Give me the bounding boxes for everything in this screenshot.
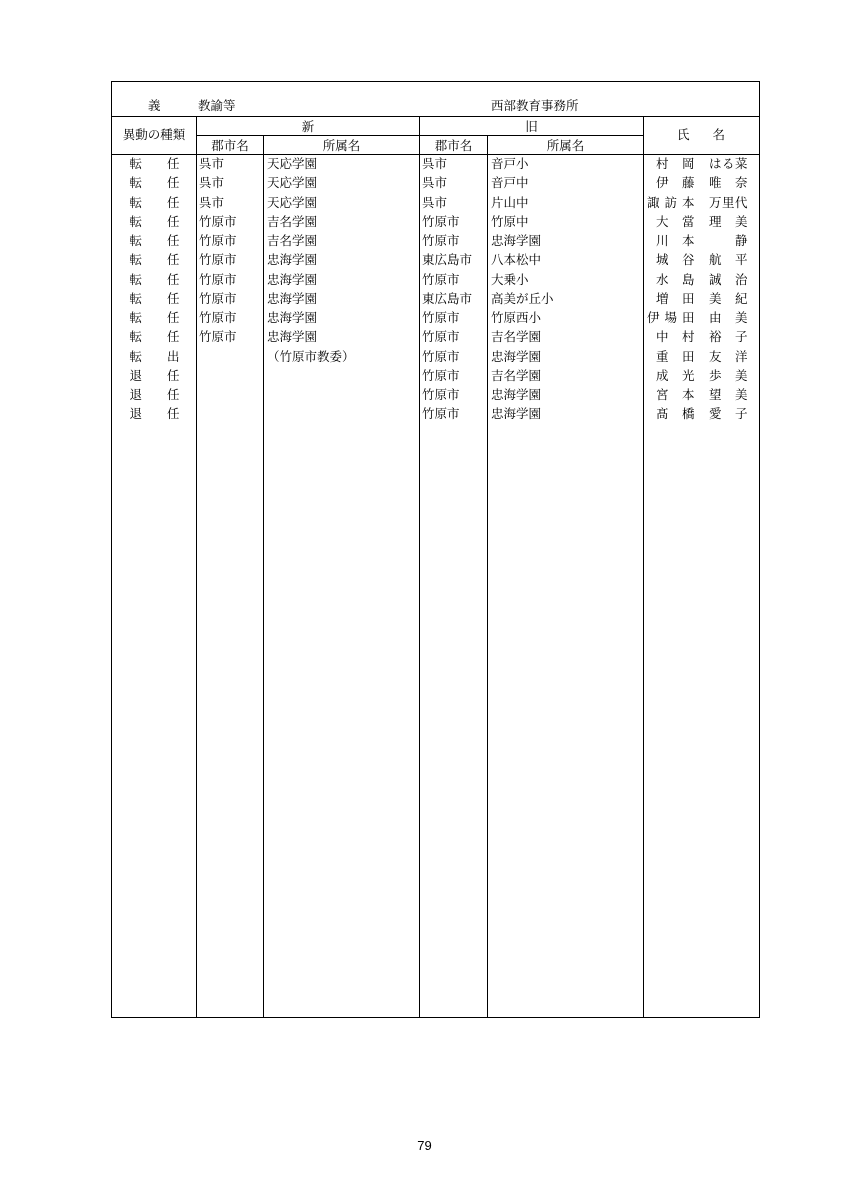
old-school: 竹原中 — [491, 213, 529, 229]
transfer-type-cell — [112, 385, 196, 404]
given-name — [709, 212, 748, 231]
transfer-type-cell — [112, 193, 196, 212]
glyph: 訪 — [664, 194, 677, 210]
given-name — [709, 173, 748, 192]
new-city-cell — [196, 250, 263, 269]
old-school-cell — [487, 173, 643, 192]
old-school-cell — [487, 193, 643, 212]
old-city-cell — [419, 347, 487, 366]
column-header-school-old — [488, 135, 643, 154]
table-row — [112, 327, 759, 346]
glyph: 奈 — [734, 175, 748, 191]
transfer-type-cell — [112, 366, 196, 385]
transfer-type — [130, 173, 180, 192]
transfer-type — [130, 154, 180, 173]
glyph: 大 — [656, 213, 669, 229]
table-row — [112, 308, 759, 327]
old-city-cell — [419, 212, 487, 231]
new-city-cell — [196, 231, 263, 250]
glyph: は — [709, 156, 722, 171]
old-city: 竹原市 — [422, 271, 460, 287]
column-header-school-old-label: 所属名 — [546, 137, 585, 153]
surname — [656, 212, 695, 231]
transfer-type — [130, 270, 180, 289]
glyph: 美 — [734, 387, 748, 402]
old-city-cell — [419, 250, 487, 269]
glyph: 任 — [166, 290, 180, 306]
name-cell — [643, 327, 759, 346]
name-cell — [643, 231, 759, 250]
glyph: 治 — [734, 271, 748, 287]
transfer-type-cell — [112, 404, 196, 423]
column-header-transfer-type-label: 異動の種類 — [122, 126, 186, 142]
table-row — [112, 193, 759, 212]
name-cell — [643, 250, 759, 269]
old-city: 竹原市 — [422, 233, 460, 248]
old-school: 忠海学園 — [491, 406, 542, 422]
old-city: 東広島市 — [422, 290, 473, 306]
name-cell — [643, 212, 759, 231]
given-name — [709, 366, 748, 385]
old-city-cell — [419, 289, 487, 308]
old-city: 竹原市 — [422, 348, 460, 364]
transfer-type-cell — [112, 231, 196, 250]
glyph: 里 — [721, 194, 735, 210]
old-school: 忠海学園 — [491, 387, 542, 402]
old-school: 八本松中 — [491, 252, 542, 268]
glyph: 任 — [166, 233, 180, 248]
transfer-type-cell — [112, 308, 196, 327]
column-header-school-new-label: 所属名 — [322, 137, 361, 153]
old-city: 竹原市 — [422, 310, 460, 325]
new-school: （竹原市教委） — [267, 348, 355, 364]
column-header-name-label — [677, 116, 725, 151]
new-city-cell — [196, 289, 263, 308]
glyph: 転 — [129, 213, 143, 229]
glyph: 転 — [129, 175, 143, 191]
old-city-cell — [419, 270, 487, 289]
old-school-cell — [487, 231, 643, 250]
new-city-cell — [196, 404, 263, 423]
page-number: 79 — [417, 1138, 432, 1153]
new-city-cell — [196, 212, 263, 231]
table-row — [112, 250, 759, 269]
glyph: 万 — [709, 194, 722, 210]
glyph: 唯 — [709, 175, 722, 191]
transfer-type — [130, 327, 180, 346]
glyph: 岡 — [681, 156, 695, 171]
old-city: 竹原市 — [422, 329, 460, 345]
new-city: 竹原市 — [199, 252, 237, 268]
new-city: 竹原市 — [199, 213, 237, 229]
transfer-type — [130, 366, 180, 385]
column-header-transfer-type — [112, 116, 196, 151]
transfer-type — [130, 385, 180, 404]
given-name — [709, 154, 748, 173]
old-city-cell — [419, 404, 487, 423]
surname — [647, 308, 695, 327]
old-school-cell — [487, 270, 643, 289]
new-city: 竹原市 — [199, 329, 237, 345]
new-school-cell — [263, 404, 419, 423]
old-school-cell — [487, 308, 643, 327]
new-city: 竹原市 — [199, 271, 237, 287]
glyph: 転 — [129, 329, 143, 345]
glyph: 任 — [166, 310, 180, 325]
old-school: 音戸中 — [491, 175, 529, 191]
glyph: 子 — [734, 329, 748, 345]
surname — [656, 270, 695, 289]
transfer-type — [130, 193, 180, 212]
transfer-type — [130, 347, 180, 366]
glyph: 水 — [656, 271, 669, 287]
column-group-new — [197, 116, 419, 135]
transfer-type — [130, 404, 180, 423]
given-name — [709, 231, 748, 250]
glyph: 洋 — [734, 348, 748, 364]
given-name — [709, 327, 748, 346]
name-cell — [643, 385, 759, 404]
glyph: 任 — [166, 213, 180, 229]
glyph: 愛 — [709, 406, 722, 422]
old-city: 竹原市 — [422, 387, 460, 402]
glyph: 航 — [709, 252, 722, 268]
glyph: 任 — [166, 156, 180, 171]
column-header-school-new — [264, 135, 419, 154]
new-school-cell — [263, 308, 419, 327]
old-school: 音戸小 — [491, 156, 529, 171]
new-city-cell — [196, 327, 263, 346]
glyph: 裕 — [709, 329, 722, 345]
glyph: 転 — [129, 290, 143, 306]
glyph: 伊 — [656, 175, 669, 191]
glyph: 任 — [166, 175, 180, 191]
given-name — [709, 308, 748, 327]
glyph: 転 — [129, 310, 143, 325]
transfer-type — [130, 231, 180, 250]
new-school: 天応学園 — [267, 156, 318, 171]
new-city-cell — [196, 270, 263, 289]
surname — [656, 154, 695, 173]
new-school-cell — [263, 270, 419, 289]
glyph: 転 — [129, 348, 143, 364]
glyph: 本 — [681, 194, 695, 210]
glyph: 増 — [656, 290, 669, 306]
column-group-old — [420, 116, 643, 135]
table-row — [112, 212, 759, 231]
header-office: 西部教育事務所 — [491, 98, 579, 113]
glyph: 田 — [681, 290, 695, 306]
glyph: 氏 — [677, 126, 690, 142]
glyph: 任 — [166, 387, 180, 402]
transfer-type — [130, 212, 180, 231]
transfer-type — [130, 250, 180, 269]
old-school: 吉名学園 — [491, 329, 542, 345]
new-school-cell — [263, 366, 419, 385]
new-city: 竹原市 — [199, 310, 237, 325]
name-cell — [643, 347, 759, 366]
transfer-type-cell — [112, 270, 196, 289]
new-school: 天応学園 — [267, 175, 318, 191]
header-category-prefix: 義 — [148, 98, 161, 113]
new-school: 忠海学園 — [267, 271, 318, 287]
glyph: 美 — [734, 213, 748, 229]
surname — [656, 231, 695, 250]
glyph: 美 — [709, 290, 722, 306]
transfer-type-cell — [112, 347, 196, 366]
glyph: 望 — [709, 387, 722, 402]
new-school: 忠海学園 — [267, 290, 318, 306]
old-school: 竹原西小 — [491, 310, 542, 325]
old-school-cell — [487, 250, 643, 269]
old-city: 竹原市 — [422, 406, 460, 422]
given-name — [709, 193, 748, 212]
old-school-cell — [487, 154, 643, 173]
column-header-city-old — [420, 135, 487, 154]
old-school-cell — [487, 289, 643, 308]
glyph: 村 — [681, 329, 695, 345]
glyph: 転 — [129, 271, 143, 287]
surname — [656, 289, 695, 308]
glyph: 転 — [129, 156, 143, 171]
glyph: 任 — [166, 252, 180, 268]
new-school: 天応学園 — [267, 194, 318, 210]
column-header-city-old-label: 郡市名 — [434, 137, 473, 153]
name-cell — [643, 173, 759, 192]
surname — [647, 193, 695, 212]
glyph: 村 — [656, 156, 669, 171]
transfer-type-cell — [112, 327, 196, 346]
old-city: 呉市 — [422, 175, 448, 191]
transfer-type — [130, 308, 180, 327]
glyph: 田 — [681, 348, 695, 364]
new-city: 呉市 — [199, 194, 225, 210]
new-city-cell — [196, 347, 263, 366]
old-school-cell — [487, 404, 643, 423]
new-school: 忠海学園 — [267, 310, 318, 325]
surname — [656, 385, 695, 404]
old-city-cell — [419, 385, 487, 404]
glyph: 転 — [129, 233, 143, 248]
old-school-cell — [487, 347, 643, 366]
table-row — [112, 385, 759, 404]
old-city-cell — [419, 327, 487, 346]
old-school: 片山中 — [491, 194, 529, 210]
new-city: 竹原市 — [199, 233, 237, 248]
table-row — [112, 366, 759, 385]
new-school: 吉名学園 — [267, 213, 318, 229]
glyph: 理 — [709, 213, 722, 229]
glyph: 本 — [681, 233, 695, 248]
header-category: 教諭等 — [198, 98, 236, 113]
transfer-type — [130, 289, 180, 308]
old-city: 呉市 — [422, 156, 448, 171]
old-city-cell — [419, 193, 487, 212]
glyph: 歩 — [709, 367, 722, 383]
glyph: 宮 — [656, 387, 669, 402]
table-row — [112, 347, 759, 366]
glyph: 當 — [681, 213, 695, 229]
table-row — [112, 154, 759, 173]
glyph: 出 — [166, 348, 180, 364]
transfer-type-cell — [112, 289, 196, 308]
column-header-city-new — [197, 135, 263, 154]
new-school-cell — [263, 347, 419, 366]
column-group-new-label: 新 — [301, 118, 315, 134]
glyph: 藤 — [681, 175, 695, 191]
old-school-cell — [487, 212, 643, 231]
name-cell — [643, 193, 759, 212]
glyph: 髙 — [656, 406, 669, 422]
glyph: 場 — [664, 310, 677, 325]
glyph: 任 — [166, 329, 180, 345]
old-school-cell — [487, 327, 643, 346]
glyph: 子 — [734, 406, 748, 422]
new-school-cell — [263, 173, 419, 192]
glyph: 任 — [166, 367, 180, 383]
column-header-name — [644, 116, 759, 151]
glyph: 美 — [734, 310, 748, 325]
table-row — [112, 270, 759, 289]
table-row — [112, 404, 759, 423]
glyph: 由 — [709, 310, 722, 325]
given-name — [709, 385, 748, 404]
old-city-cell — [419, 231, 487, 250]
glyph: 諏 — [647, 194, 660, 210]
glyph: 田 — [681, 310, 695, 325]
new-school: 吉名学園 — [267, 233, 318, 248]
transfer-type-cell — [112, 154, 196, 173]
old-city: 呉市 — [422, 194, 448, 210]
given-name — [709, 289, 748, 308]
glyph: 島 — [681, 271, 695, 287]
glyph: 転 — [129, 194, 143, 210]
new-school-cell — [263, 231, 419, 250]
table-row — [112, 289, 759, 308]
column-group-old-label: 旧 — [525, 118, 538, 134]
old-school: 吉名学園 — [491, 367, 542, 383]
glyph: 静 — [734, 233, 748, 248]
surname — [656, 366, 695, 385]
glyph: 任 — [166, 271, 180, 287]
glyph: 川 — [656, 233, 669, 248]
glyph: 中 — [656, 329, 669, 345]
old-city: 竹原市 — [422, 367, 460, 383]
old-city-cell — [419, 366, 487, 385]
new-school-cell — [263, 212, 419, 231]
name-cell — [643, 154, 759, 173]
glyph: 橋 — [681, 406, 695, 422]
given-name — [709, 404, 748, 423]
new-city-cell — [196, 173, 263, 192]
new-school-cell — [263, 193, 419, 212]
glyph: 誠 — [709, 271, 722, 287]
glyph: 紀 — [734, 290, 748, 306]
old-city-cell — [419, 154, 487, 173]
glyph: 光 — [681, 367, 695, 383]
new-school-cell — [263, 289, 419, 308]
new-school-cell — [263, 385, 419, 404]
surname — [656, 404, 695, 423]
name-cell — [643, 270, 759, 289]
old-city-cell — [419, 308, 487, 327]
table-row — [112, 173, 759, 192]
glyph: 退 — [129, 387, 143, 402]
new-city-cell — [196, 308, 263, 327]
new-city-cell — [196, 193, 263, 212]
new-city: 竹原市 — [199, 290, 237, 306]
transfer-type-cell — [112, 173, 196, 192]
surname — [656, 327, 695, 346]
old-school: 高美が丘小 — [491, 290, 554, 306]
glyph: 退 — [129, 367, 143, 383]
surname — [656, 347, 695, 366]
glyph: 谷 — [681, 252, 695, 268]
name-cell — [643, 289, 759, 308]
glyph: 代 — [734, 194, 748, 210]
old-school: 忠海学園 — [491, 348, 542, 364]
glyph: 菜 — [734, 156, 748, 171]
table-row — [112, 231, 759, 250]
glyph: 名 — [712, 126, 725, 142]
new-city-cell — [196, 154, 263, 173]
column-header-city-new-label: 郡市名 — [211, 137, 249, 153]
glyph: 任 — [166, 406, 180, 422]
glyph: 成 — [656, 367, 669, 383]
glyph: 任 — [166, 194, 180, 210]
name-cell — [643, 366, 759, 385]
glyph: 平 — [734, 252, 748, 268]
transfer-type-cell — [112, 250, 196, 269]
surname — [656, 250, 695, 269]
new-school: 忠海学園 — [267, 329, 318, 345]
given-name — [709, 270, 748, 289]
given-name — [709, 347, 748, 366]
glyph: る — [721, 156, 735, 171]
new-school-cell — [263, 327, 419, 346]
glyph: 伊 — [647, 310, 660, 325]
glyph: 美 — [734, 367, 748, 383]
old-school: 大乗小 — [491, 271, 529, 287]
old-school-cell — [487, 385, 643, 404]
surname — [656, 173, 695, 192]
glyph: 城 — [656, 252, 669, 268]
name-cell — [643, 308, 759, 327]
new-city-cell — [196, 366, 263, 385]
old-school-cell — [487, 366, 643, 385]
given-name — [709, 250, 748, 269]
glyph: 重 — [656, 348, 669, 364]
old-school: 忠海学園 — [491, 233, 542, 248]
transfer-type-cell — [112, 212, 196, 231]
old-city: 東広島市 — [422, 252, 473, 268]
new-city: 呉市 — [199, 156, 225, 171]
glyph: 退 — [129, 406, 143, 422]
glyph: 転 — [129, 252, 143, 268]
new-school-cell — [263, 250, 419, 269]
glyph: 本 — [681, 387, 695, 402]
new-city: 呉市 — [199, 175, 225, 191]
new-school: 忠海学園 — [267, 252, 318, 268]
new-school-cell — [263, 154, 419, 173]
old-city: 竹原市 — [422, 213, 460, 229]
glyph: 友 — [709, 348, 722, 364]
new-city-cell — [196, 385, 263, 404]
name-cell — [643, 404, 759, 423]
old-city-cell — [419, 173, 487, 192]
